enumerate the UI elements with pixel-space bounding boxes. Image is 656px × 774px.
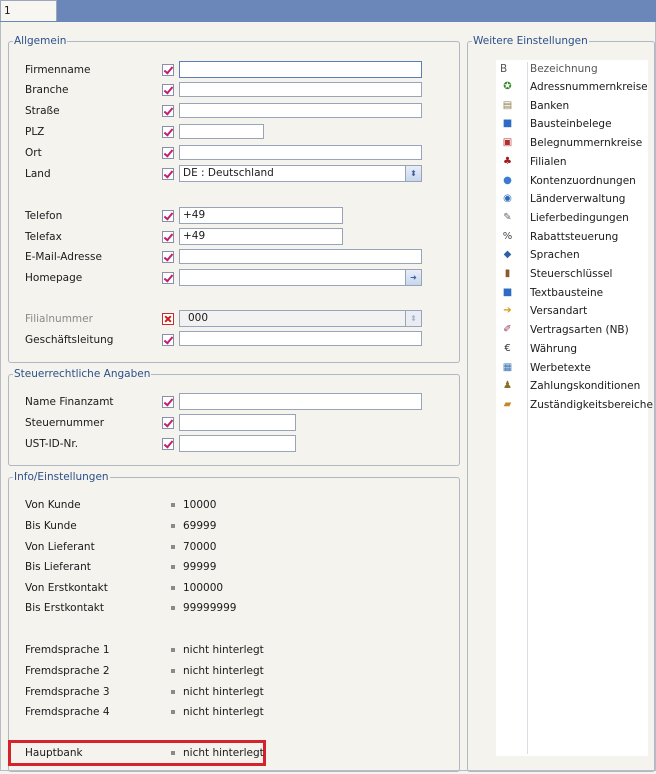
checkmark-icon — [162, 272, 174, 284]
settings-item[interactable] — [500, 135, 650, 153]
cross-icon — [162, 313, 174, 325]
accounts-icon: ● — [503, 174, 512, 186]
info-value: 70000 — [183, 541, 217, 553]
settings-item-label: Bausteinbelege — [530, 118, 612, 131]
checkmark-icon — [162, 64, 174, 76]
info-value: 99999 — [183, 561, 217, 573]
settings-item[interactable] — [500, 98, 650, 116]
updown-icon[interactable]: ⬍ — [405, 311, 421, 326]
bullet-icon — [171, 751, 175, 755]
settings-item[interactable] — [500, 79, 650, 97]
contract-types-icon: ✐ — [503, 324, 512, 336]
checkmark-icon — [162, 210, 174, 222]
address-range-icon: ✪ — [503, 81, 512, 92]
label-telefax: Telefax — [25, 231, 62, 243]
settings-item-label: Länderverwaltung — [530, 193, 626, 206]
checkmark-icon — [162, 126, 174, 138]
telefon-input[interactable]: +49 — [179, 207, 343, 224]
info-label: Bis Lieferant — [25, 561, 91, 573]
bullet-icon — [171, 710, 175, 714]
ustid-input[interactable] — [179, 435, 296, 452]
geschaeftsleitung-input[interactable] — [179, 331, 422, 346]
settings-item[interactable] — [500, 173, 650, 191]
settings-item[interactable] — [500, 154, 650, 172]
info-label: Fremdsprache 3 — [25, 686, 110, 698]
settings-item-label: Kontenzuordnungen — [530, 174, 636, 187]
group-steuer-title: Steuerrechtliche Angaben — [14, 368, 151, 380]
info-label: Fremdsprache 4 — [25, 706, 110, 718]
label-filialnummer: Filialnummer — [25, 313, 93, 325]
info-value: nicht hinterlegt — [183, 706, 264, 718]
checkmark-icon — [162, 168, 174, 180]
group-info-title: Info/Einstellungen — [14, 471, 109, 483]
open-link-icon[interactable]: ➜ — [405, 270, 421, 285]
settings-item[interactable] — [500, 266, 650, 284]
text-blocks-icon: ■ — [502, 286, 513, 298]
finanzamt-input[interactable] — [179, 393, 422, 410]
checkmark-icon — [162, 105, 174, 117]
label-steuernummer: Steuernummer — [25, 417, 105, 429]
info-label: Von Kunde — [25, 499, 81, 511]
info-label: Fremdsprache 2 — [25, 665, 110, 677]
checkmark-icon — [162, 147, 174, 159]
bullet-icon — [171, 669, 175, 673]
checkmark-icon — [162, 84, 174, 96]
settings-item-label: Währung — [530, 342, 578, 355]
label-finanzamt: Name Finanzamt — [25, 396, 114, 408]
bullet-icon — [171, 690, 175, 694]
settings-item[interactable] — [500, 322, 650, 340]
checkmark-icon — [162, 334, 174, 346]
settings-item-label: Sprachen — [530, 249, 580, 262]
settings-item-label: Belegnummernkreise — [530, 137, 643, 150]
bullet-icon — [171, 648, 175, 652]
label-land: Land — [25, 168, 51, 180]
info-value: 100000 — [183, 582, 224, 594]
languages-icon: ◆ — [503, 249, 512, 261]
group-weitere-title: Weitere Einstellungen — [473, 35, 588, 47]
bullet-icon — [171, 545, 175, 549]
group-info — [8, 472, 460, 772]
payment-terms-icon: ♟ — [503, 380, 512, 392]
advertising-text-icon: ▦ — [502, 361, 513, 373]
settings-item[interactable] — [500, 229, 650, 247]
settings-item-label: Steuerschlüssel — [530, 268, 613, 280]
info-label: Fremdsprache 1 — [25, 644, 110, 656]
checkmark-icon — [162, 417, 174, 429]
label-ort: Ort — [25, 147, 42, 159]
label-firmenname: Firmenname — [25, 64, 91, 76]
info-value-hauptbank: nicht hinterlegt — [183, 747, 264, 759]
document-number-icon: ▣ — [502, 137, 513, 149]
checkmark-icon — [162, 251, 174, 263]
label-strasse: Straße — [25, 105, 60, 117]
settings-item[interactable] — [500, 191, 650, 209]
settings-item-label: Versandart — [530, 305, 588, 318]
info-label: Bis Erstkontakt — [25, 602, 105, 614]
discount-icon: % — [502, 230, 513, 242]
label-telefon: Telefon — [25, 210, 63, 222]
updown-icon[interactable]: ⬍ — [405, 166, 421, 181]
currency-icon: € — [504, 342, 511, 354]
steuernummer-input[interactable] — [179, 414, 296, 431]
settings-item-label: Vertragsarten (NB) — [530, 324, 629, 337]
bullet-icon — [171, 503, 175, 507]
responsibility-icon: ▰ — [503, 398, 512, 410]
settings-item-label: Filialen — [530, 155, 567, 168]
label-plz: PLZ — [25, 126, 45, 138]
tab-strip — [0, 0, 656, 22]
bullet-icon — [171, 586, 175, 590]
bullet-icon — [171, 524, 175, 528]
label-email: E-Mail-Adresse — [25, 251, 102, 263]
info-value: nicht hinterlegt — [183, 644, 264, 656]
checkmark-icon — [162, 231, 174, 243]
tax-key-icon: ▮ — [504, 268, 511, 279]
settings-item-label: Zuständigkeitsbereiche — [530, 398, 653, 411]
settings-item-label: Banken — [530, 99, 570, 112]
info-value: nicht hinterlegt — [183, 686, 264, 698]
telefax-input[interactable]: +49 — [179, 228, 343, 245]
label-branche: Branche — [25, 84, 69, 96]
info-value: 69999 — [183, 520, 217, 532]
column-header-bezeichnung[interactable]: Bezeichnung — [530, 63, 598, 75]
settings-item-label: Textbausteine — [530, 286, 604, 299]
bank-icon: ▤ — [502, 99, 513, 111]
settings-item[interactable] — [500, 378, 650, 396]
filialnummer-select[interactable] — [179, 310, 422, 327]
label-ustid: UST-ID-Nr. — [25, 438, 79, 450]
land-value: DE : Deutschland — [183, 167, 274, 179]
label-homepage: Homepage — [25, 272, 83, 284]
bullet-icon — [171, 565, 175, 569]
settings-item-label: Adressnummernkreise — [530, 81, 648, 93]
settings-item-label: Zahlungskonditionen — [530, 380, 641, 393]
settings-item-label: Lieferbedingungen — [530, 211, 629, 224]
info-label: Von Erstkontakt — [25, 582, 108, 594]
settings-item[interactable] — [500, 341, 650, 359]
settings-item[interactable] — [500, 116, 650, 134]
firmenname-input[interactable] — [179, 61, 422, 78]
info-label: Von Lieferant — [25, 541, 95, 553]
info-value: nicht hinterlegt — [183, 665, 264, 677]
bullet-icon — [171, 606, 175, 610]
settings-item[interactable] — [500, 210, 650, 228]
info-value: 99999999 — [183, 602, 237, 614]
settings-item-label: Rabattsteuerung — [530, 230, 619, 243]
ort-input[interactable] — [179, 145, 422, 160]
filialnummer-value: 000 — [188, 312, 209, 324]
shipping-icon: ➔ — [503, 305, 512, 317]
strasse-input[interactable] — [179, 103, 422, 118]
branches-icon: ♣ — [503, 155, 512, 167]
info-value: 10000 — [183, 499, 217, 511]
tab-standard[interactable]: 1 — [0, 0, 57, 21]
branche-input[interactable] — [179, 82, 422, 97]
group-allgemein-title: Allgemein — [14, 35, 67, 47]
land-select[interactable] — [179, 165, 422, 182]
info-label-hauptbank: Hauptbank — [25, 747, 83, 759]
building-blocks-icon: ■ — [502, 118, 513, 130]
plz-input[interactable] — [179, 124, 264, 139]
settings-item[interactable] — [500, 247, 650, 265]
info-label: Bis Kunde — [25, 520, 77, 532]
settings-item-label: Werbetexte — [530, 361, 591, 374]
column-header-b[interactable]: B — [500, 63, 508, 75]
settings-item[interactable] — [500, 397, 653, 415]
settings-item[interactable] — [500, 360, 650, 378]
checkmark-icon — [162, 396, 174, 408]
settings-item[interactable] — [500, 285, 650, 303]
label-geschaeftsleitung: Geschäftsleitung — [25, 334, 114, 346]
checkmark-icon — [162, 438, 174, 450]
delivery-terms-icon: ✎ — [503, 211, 512, 223]
email-input[interactable] — [179, 249, 422, 264]
homepage-input[interactable] — [179, 269, 422, 286]
globe-icon: ◉ — [503, 193, 512, 205]
settings-item[interactable] — [500, 303, 650, 321]
